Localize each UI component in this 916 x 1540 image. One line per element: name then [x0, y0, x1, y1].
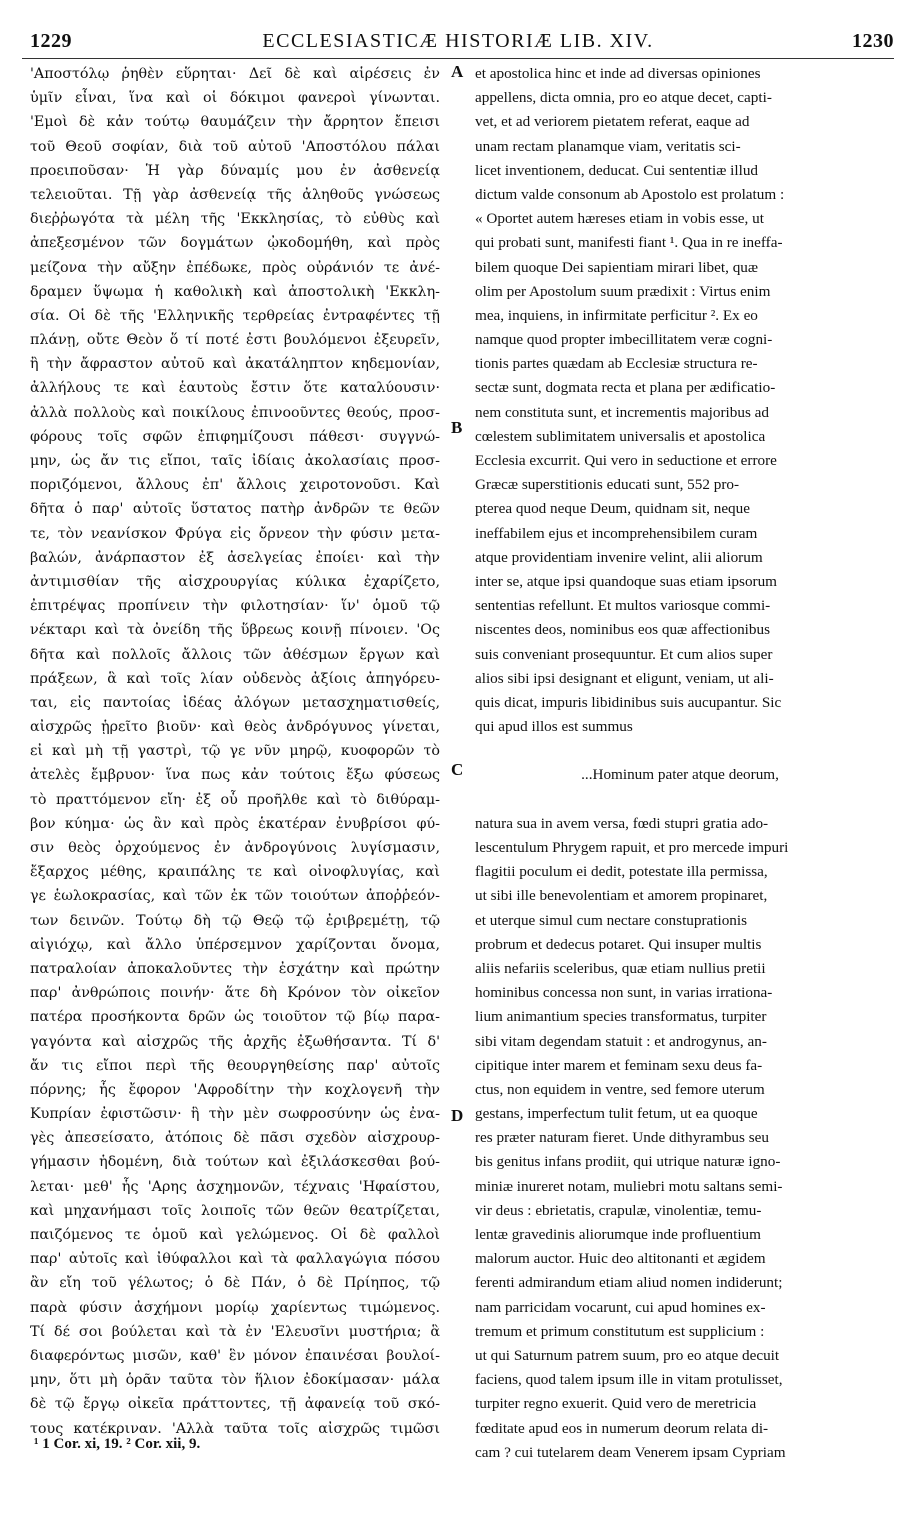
text-line: qui apud illos est summus	[475, 718, 633, 736]
text-line: τε, τὸν νεανίσκον Φρύγα εἰς ὄρνεον τὴν φύσιν μετα-	[30, 525, 440, 542]
text-line: γὲς ἀπεσείσατο, ἀτόποις δὲ πᾶσι σχεδὸν αἰσχρουρ-	[30, 1130, 440, 1147]
text-line: vet, et ad veriorem pietatem referat, eaque ad	[475, 113, 750, 131]
text-line: Τί δέ σοι βούλεται καὶ τὰ ἐν 'Ελευσῖνι μυστήρια; ἃ	[30, 1323, 440, 1340]
text-line: bis genitus infans prodiit, qui utrique naturæ igno-	[475, 1153, 781, 1171]
text-line: lescentulum Phrygem rapuit, et pro mercede impuri	[475, 839, 789, 856]
text-line: ἀλλήλους τε καὶ ἑαυτοὺς ἔστιν ὅτε καταλύουσιν·	[30, 380, 440, 397]
text-line: βαλών, ἀνάρπαστον ἐξ ἀσελγείας ἐποίει· καὶ τὴν	[30, 549, 440, 566]
text-line: miniæ inureret notam, muliebri motu saltans semi-	[475, 1177, 783, 1195]
text-line: γαγόντα καὶ αἰσχρῶς τῆς ἀρχῆς ἐξωθήσαντα. Τί δ'	[30, 1033, 440, 1050]
text-line: gestans, imperfectum tulit fetum, ut ea quoque	[475, 1105, 758, 1123]
text-line: φόρους τοῖς σφῶν ἐπιφημίζουσι πάθεσι· συγγνώ-	[30, 428, 440, 445]
text-line: pterea quod neque Deum, quidnam sit, neque	[475, 500, 750, 518]
text-line: διαφερόντως μισῶν, καθ' ἓν μόνον ἐπαινέσαι βουλοί-	[30, 1347, 440, 1364]
text-line: μην, ὡς ἄν τις εἴποι, ταῖς ἰδίαις ἀκολασίαις προσ-	[30, 453, 440, 469]
text-line: qui probati sunt, manifesti fiant ¹. Qua in re ineffa-	[475, 234, 783, 252]
text-line: εἰ καὶ μὴ τῇ γαστρὶ, τῷ γε νῦν μηρῷ, κυοφορῶν τὸ	[30, 743, 440, 760]
text-line: δῆτα ὁ παρ' αὐτοῖς ὕστατος πατὴρ ἀνδρῶν τε θεῶν	[30, 501, 440, 518]
text-line: παρ' ἀνθρώποις ποινήν· ἅτε δὴ Κρόνον τὸν οἰκεῖον	[30, 985, 440, 1002]
text-line: πόρνης; ἧς ἔφορον 'Αφροδίτην τὴν κοχλογενῆ τὴν	[30, 1081, 440, 1098]
text-line: Κυπρίαν ἐφιστῶσιν· ἣ τὴν μὲν σωφροσύνην ὡς ἐνα-	[30, 1106, 440, 1123]
text-line: aliis nefariis sceleribus, quæ etiam nullius pretii	[475, 959, 766, 977]
text-line: ται, εἰς παντοίας ἰδέας ἀλόγων μετασχηματισθείς,	[30, 694, 440, 711]
text-line: ἐπιτρέψας προπίνειν τὴν φιλοτησίαν· ἵν' ὁμοῦ τῷ	[30, 598, 440, 615]
text-line: probrum et dedecus potaret. Qui insuper multis	[475, 935, 762, 953]
text-line: δῆτα καὶ πολλοῖς ἄλλοις τῶν ἀθέσμων ἔργων καὶ	[30, 646, 440, 663]
text-line	[475, 788, 885, 812]
text-line: 'Εμοὶ δὲ κἀν τούτῳ θαυμάζειν τὴν ἄρρητον ἔπεισι	[30, 114, 440, 131]
text-line: αἰγιόχῳ, καὶ ἄλλο ὑπέρσεμνον χαρίζονται ὄνομα,	[30, 936, 440, 953]
text-line: atque providentiam invenire velint, alii aliorum	[475, 548, 763, 566]
text-line: niscentes deos, nominibus eos quæ affectionibus	[475, 621, 770, 639]
text-line: flagitii poculum ei dedit, potestate illa permissa,	[475, 863, 768, 881]
text-line: λεται· μεθ' ἧς 'Αρης ἀσχημονῶν, τέχναις 'Ηφαίστου,	[30, 1178, 440, 1195]
text-line: νέκταρι καὶ τὰ ὀνείδη τῆς ὕβρεως κοινῇ πίνοιεν. 'Ος	[30, 622, 440, 639]
text-line: προειποῦσαν· Ἡ γὰρ δύναμίς μου ἐν ἀσθενείᾳ	[30, 162, 440, 179]
text-line: σία. Οἱ δὲ τῆς 'Ελληνικῆς τερθρείας ἐντραφέντες τῇ	[30, 307, 440, 324]
text-line: Ecclesia excurrit. Qui vero in seductione et errore	[475, 452, 777, 469]
greek-column	[30, 62, 440, 1441]
page-number-right: 1230	[852, 30, 894, 52]
text-line: cœlestem sublimitatem universalis et apostolica	[475, 427, 766, 445]
text-line: mea, inquiens, in infirmitate perficitur ². Ex eo	[475, 306, 758, 324]
text-line: σιν θεὸς ὀρχούμενος ἐν ἀνδρογύνοις λυγίσμασιν,	[30, 840, 440, 856]
text-line: faciens, quod talem ipsum ille in vitam protulisset,	[475, 1371, 783, 1389]
text-line: turpiter regno exuerit. Quid vero de meretricia	[475, 1395, 757, 1413]
text-line: μείζονα τὴν αὔξην ἐπέδωκε, πρὸς οὐράνιόν τε ἀνέ-	[30, 259, 440, 276]
text-line: suis conveniant prosequuntur. Et cum alios super	[475, 645, 773, 663]
page-number-left: 1229	[30, 30, 72, 52]
text-line: ἔξαρχος μέθης, κραιπάλης τε καὶ οἰνοφλυγίας, καὶ	[30, 864, 440, 881]
text-line: δραμεν ὕψωμα ἡ καθολικὴ καὶ ἀποστολικὴ 'Εκκλη-	[30, 283, 440, 300]
text-line: et uterque simul cum nectare constuprationis	[475, 911, 748, 929]
text-line: ...Hominum pater atque deorum,	[581, 766, 779, 784]
text-line: αἰσχρῶς ᾑρεῖτο βιοῦν· καὶ θεὸς ἀνδρόγυνος γίνεται,	[30, 719, 440, 736]
text-line: hominibus concessa non sunt, in varias irrationa-	[475, 984, 773, 1002]
text-line: γε ἑωλοκρασίας, καὶ τῶν ἐκ τῶν τοιούτων ἀποῤῥεόν-	[30, 888, 440, 905]
text-line: ἄν τις εἴποι περὶ τῆς θεουργηθείσης παρ' αὐτοῖς	[30, 1057, 440, 1074]
text-line: ut sibi ille benevolentiam et amorem propinaret,	[475, 887, 768, 905]
text-line: ἀλλὰ πολλοὺς καὶ ποικίλους ἐπινοοῦντες θεούς, προσ-	[30, 404, 440, 421]
page-header	[22, 30, 894, 56]
text-line: tremum et primum constitutum est supplicium :	[475, 1322, 765, 1340]
text-line: μην, ὅτι μὴ ὁρᾶν ταῦτα τὸν ἥλιον ἐδοκίμασαν· μάλα	[30, 1372, 440, 1389]
text-line: et apostolica hinc et inde ad diversas opiniones	[475, 65, 761, 82]
text-line: καὶ μηχανήμασι τοῖς λοιποῖς τῶν θεῶν θεατρίζεται,	[30, 1202, 440, 1219]
text-line: namque quod propter imbecillitatem veræ cogni-	[475, 331, 773, 349]
text-line: τελειοῦται. Τῇ γὰρ ἀσθενείᾳ τῆς ἀληθοῦς γνώσεως	[30, 186, 440, 203]
text-line: πατραλοίαν ἀποκαλοῦντες τὴν ἐσχάτην καὶ πρώτην	[30, 960, 440, 977]
text-line: appellens, dicta omnia, pro eo atque decet, capti-	[475, 89, 772, 107]
text-line: 'Αποστόλῳ ῥηθὲν εὕρηται· Δεῖ δὲ καὶ αἱρέσεις ἐν	[30, 66, 440, 82]
text-line: ἀντιμισθίαν τῆς αἰσχρουργίας κύλικα ἐχαρίζετο,	[30, 573, 440, 590]
text-line: bilem quoque Dei sapientiam mirari libet, quæ	[475, 258, 759, 276]
text-line: πατέρα προσήκοντα δρῶν ὡς τοιοῦτον τῷ βίῳ παρα-	[30, 1009, 440, 1026]
text-line: vir deus : ebrietatis, crapulæ, vinolentiæ, temu-	[475, 1201, 762, 1219]
text-line: βον κύημα· ὡς ἂν καὶ πρὸς ἑκατέραν ἐνυβρίσοι φύ-	[30, 815, 440, 832]
text-line: ὑμῖν εἶναι, ἵνα καὶ οἱ δόκιμοι φανεροὶ γίνωνται.	[30, 90, 440, 107]
text-line: sententias refellunt. Et multos variosque commi-	[475, 597, 771, 615]
text-line: παρὰ φύσιν ἀσχήμονι μορίῳ χαρίεντως τιμώμενος.	[30, 1299, 440, 1316]
text-line: ineffabilem ejus et incomprehensibilem curam	[475, 524, 758, 542]
margin-letter-c: C	[451, 760, 464, 779]
header-rule	[22, 58, 894, 59]
text-line: malorum auctor. Huic deo altitonanti et ægidem	[475, 1250, 766, 1268]
text-line: cipitique inter marem et feminam sexu deus fa-	[475, 1056, 763, 1074]
text-line: των δεινῶν. Τούτῳ δὴ τῷ Θεῷ τῷ ἐριβρεμέτῃ, τῷ	[30, 912, 440, 929]
text-line: res præter naturam fieret. Unde dithyrambus seu	[475, 1129, 769, 1147]
text-line: γήμασιν ἡδομένη, διὰ τούτων καὶ ἐξιλάσκεσθαι βού-	[30, 1154, 440, 1171]
text-line: fœditate apud eos in numerum deorum relata di-	[475, 1419, 769, 1437]
text-line: natura sua in avem versa, fœdi stupri gratia ado-	[475, 814, 769, 832]
text-line: ἀπεξεσμένον τῶν δογμάτων ᾠκοδομήθη, καὶ πρὸς	[30, 235, 440, 252]
text-line: olim per Apostolum suum prædixit : Virtus enim	[475, 282, 771, 300]
text-line: δὲ τῷ ἔργῳ οἰκεῖα πράττοντες, τῇ ἀφανείᾳ τοῦ σκό-	[30, 1396, 440, 1413]
text-line: nem constituta sunt, et incrementis majoribus ad	[475, 403, 769, 421]
text-line: quis dicat, impuris libidinibus suis aucupantur. Sic	[475, 693, 782, 711]
text-line: τους κατέκριναν. 'Αλλὰ ταῦτα τοῖς αἰσχρῶς τιμῶσι	[30, 1420, 440, 1437]
text-line	[475, 739, 885, 763]
text-line: sectæ sunt, dogmata recta et plana per ædificatio-	[475, 379, 776, 397]
text-line: τὸ πραττόμενον εἴη· ἐξ οὗ προῆλθε καὶ τὸ διθύραμ-	[30, 791, 440, 808]
text-line: πράξεων, ἃ καὶ τοῖς λίαν οὐδενὸς ἀξίοις ἀπηγόρευ-	[30, 670, 440, 687]
margin-letter-a: A	[451, 62, 464, 81]
text-line: sibi vitam degendam statuit : et androgynus, an-	[475, 1032, 767, 1050]
text-line: lium animantium species transformatus, turpiter	[475, 1008, 767, 1026]
text-line: διεῤῥωγότα τὰ μέλη τῆς 'Εκκλησίας, τὸ εὐθὺς καὶ	[30, 211, 440, 228]
text-line: πλάνῃ, οὔτε Θεὸν ὅ τί ποτέ ἐστι βουλόμενοι ἐξευρεῖν,	[30, 332, 440, 349]
text-line: παιζόμενος τε ὁμοῦ καὶ γελώμενος. Οἱ δὲ φαλλοὶ	[30, 1227, 440, 1243]
margin-letter-d: D	[451, 1106, 464, 1125]
text-line: nam parricidam vocarunt, cui apud homines ex-	[475, 1298, 766, 1316]
text-line: ἢ τὴν ἄφραστον αὐτοῦ καὶ ἀκατάληπτον κηδεμονίαν,	[30, 356, 440, 373]
footnotes: ¹ 1 Cor. xi, 19. ² Cor. xii, 9.	[34, 1436, 201, 1452]
running-title: ECCLESIASTICÆ HISTORIÆ LIB. XIV.	[262, 30, 654, 52]
text-line: τοῦ Θεοῦ σοφίαν, διὰ τοῦ αὐτοῦ 'Αποστόλου πάλαι	[30, 138, 440, 155]
text-line: licet inventionem, deducat. Cui sententiæ illud	[475, 161, 759, 179]
text-line: cam ? cui tutelarem deam Venerem ipsam Cypriam	[475, 1443, 786, 1461]
text-line: inter se, atque ipsi quandoque suas etiam ipsorum	[475, 572, 777, 590]
text-line: lentæ gravedinis aliorumque inde profluentium	[475, 1226, 761, 1243]
text-line: dictum valde consonum ab Apostolo est prolatum :	[475, 185, 785, 203]
text-line: ut qui Saturnum patrem suum, pro eo atque decuit	[475, 1346, 780, 1364]
latin-column	[475, 62, 885, 1465]
text-line: Græcæ superstitionis educati sunt, 552 pro-	[475, 476, 740, 494]
text-line: ποριζόμενοι, ἄλλους ἐπ' ἄλλοις χειροτονοῦσι. Καὶ	[30, 477, 440, 494]
text-line: παρ' αὐτοῖς καὶ ἰθύφαλλοι καὶ τὰ φαλλαγώγια πόσου	[30, 1251, 440, 1268]
text-line: unam rectam planamque viam, veritatis sci-	[475, 137, 741, 155]
text-line: alios sibi ipsi designant et eligunt, veniam, ut ali-	[475, 669, 774, 687]
text-line: tionis partes quædam ab Ecclesiæ structura re-	[475, 355, 758, 373]
margin-letter-b: B	[451, 418, 463, 437]
text-line: « Oportet autem hæreses etiam in vobis esse, ut	[475, 210, 764, 228]
text-line: ἂν εἴη τοῦ γέλωτος; ὁ δὲ Πάν, ὁ δὲ Πρίηπος, τῷ	[30, 1275, 440, 1292]
text-line: ctus, non equidem in ventre, sed femore uterum	[475, 1080, 765, 1098]
text-line: ἀτελὲς ἔμβρυον· ἵνα πως κἀν τούτοις ἔξω φύσεως	[30, 767, 440, 784]
text-line: ferenti admirandum etiam aliud nomen indiderunt;	[475, 1274, 783, 1292]
